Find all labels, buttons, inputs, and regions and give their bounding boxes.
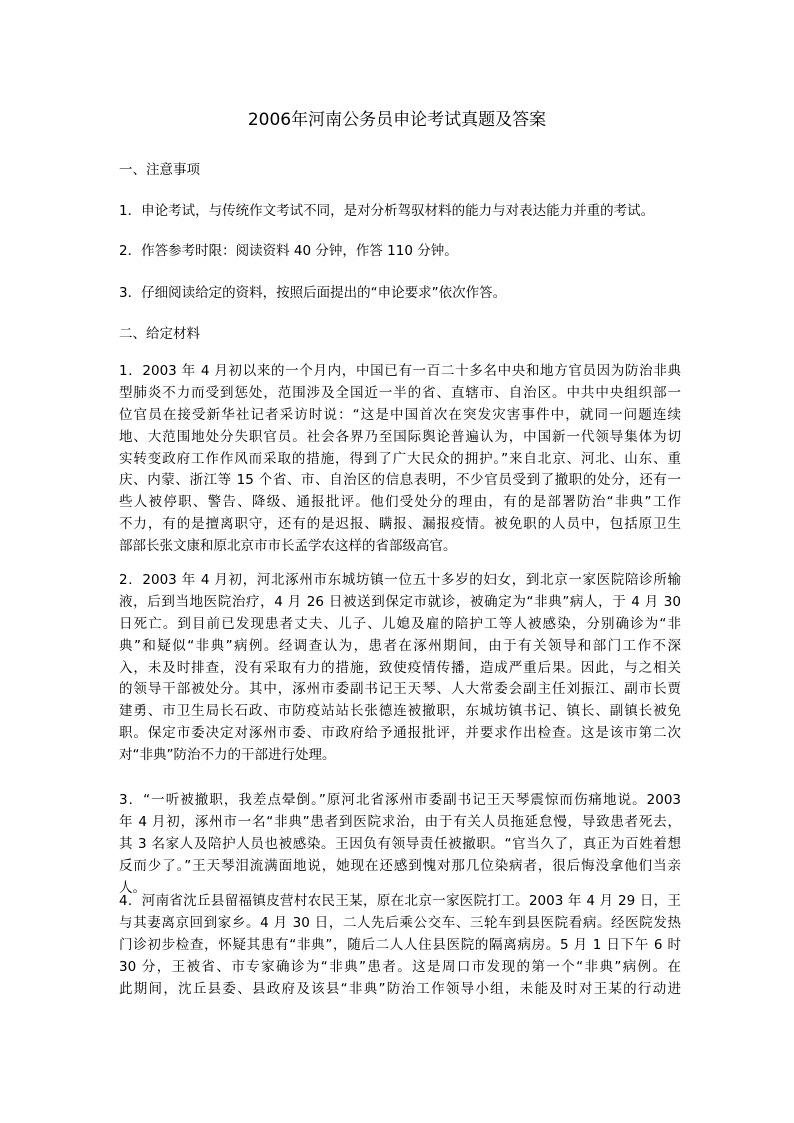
paragraph-line: 对“非典”防治不力的干部进行处理。: [119, 747, 336, 764]
paragraph-line: 地、大范围地处分失职官员。社会各界乃至国际舆论普遍认为，中国新一代领导集体为切: [119, 428, 681, 445]
paragraph-line: 职。保定市委决定对涿州市委、市政府给予通报批评，并要求作出检查。这是该市第二次: [119, 725, 681, 742]
paragraph-line: 此期间，沈丘县委、县政府及该县“非典”防治工作领导小组，未能及时对王某的行动进: [119, 980, 681, 997]
note-item: 1．申论考试，与传统作文考试不同，是对分析驾驭材料的能力与对表达能力并重的考试。: [119, 203, 655, 219]
paragraph-line: 反而少了。”王天琴泪流满面地说，她现在还感到愧对那几位染病者，很后悔没拿他们当亲: [119, 857, 681, 874]
paragraph-line: 门诊初步检查，怀疑其患有“非典”，随后二人人住县医院的隔离病房。5 月 1 日下午 6 时: [119, 936, 681, 953]
paragraph-line: 的领导干部被处分。其中，涿州市委副书记王天琴、人大常委会副主任刘振江、副市长贾: [119, 681, 681, 698]
paragraph-line: 人。: [119, 879, 146, 896]
paragraph-line: 1．2003 年 4 月初以来的一个月内，中国已有一百二十多名中央和地方官员因为防治非典: [119, 363, 681, 379]
paragraph-line: 庆、内蒙、浙江等 15 个省、市、自治区的信息表明，不少官员受到了撤职的处分，还有一: [119, 472, 681, 489]
paragraph-line: 年 4 月初，涿州市一名“非典”患者到医院求治，由于有关人员拖延怠慢，导致患者死去，: [119, 813, 681, 830]
material-paragraph-4: [119, 891, 681, 1000]
paragraph-line: 与其妻离京回到家乡。4 月 30 日，二人先后乘公交车、三轮车到县医院看病。经医院发热: [119, 914, 681, 931]
paragraph-line: 不力，有的是擅离职守，还有的是迟报、瞒报、漏报疫情。被免职的人员中，包括原卫生: [119, 516, 681, 533]
section-heading-notes: 一、注意事项: [119, 162, 200, 178]
paragraph-line: 液，后到当地医院治疗，4 月 26 日被送到保定市就诊，被确定为“非典”病人，于 4 月 30: [119, 593, 681, 610]
paragraph-line: 入，未及时排查，没有采取有力的措施，致使疫情传播，造成严重后果。因此，与之相关: [119, 659, 681, 676]
material-paragraph-3: [119, 790, 681, 899]
paragraph-line: 实转变政府工作作风而采取的措施，得到了广大民众的拥护。”来自北京、河北、山东、重: [119, 450, 681, 467]
note-item: 3．仔细阅读给定的资料，按照后面提出的“申论要求”依次作答。: [119, 285, 507, 301]
material-paragraph-1: [119, 361, 681, 558]
note-item: 2．作答参考时限：阅读资料 40 分钟，作答 110 分钟。: [119, 243, 458, 259]
paragraph-line: 部部长张文康和原北京市市长孟学农这样的省部级高官。: [119, 538, 457, 555]
document-title: 2006年河南公务员申论考试真题及答案: [247, 110, 547, 130]
paragraph-line: 型肺炎不力而受到惩处，范围涉及全国近一半的省、直辖市、自治区。中共中央组织部一: [119, 384, 681, 401]
paragraph-line: 4．河南省沈丘县留福镇皮营村农民王某，原在北京一家医院打工。2003 年 4 月 29 日，王: [119, 893, 681, 909]
paragraph-line: 建勇、市卫生局长石政、市防疫站站长张德连被撤职，东城坊镇书记、镇长、副镇长被免: [119, 703, 681, 720]
material-paragraph-2: [119, 570, 681, 767]
section-heading-materials: 二、给定材料: [119, 326, 200, 342]
paragraph-line: 日死亡。到目前已发现患者丈夫、儿子、儿媳及雇的陪护工等人被感染，分别确诊为“非: [119, 615, 681, 632]
paragraph-line: 2．2003 年 4 月初，河北涿州市东城坊镇一位五十多岁的妇女，到北京一家医院陪诊所输: [119, 572, 681, 588]
paragraph-line: 其 3 名家人及陪护人员也被感染。王因负有领导责任被撤职。“官当久了，真正为百姓着想: [119, 835, 681, 852]
paragraph-line: 些人被停职、警告、降级、通报批评。他们受处分的理由，有的是部署防治“非典”工作: [119, 494, 681, 511]
paragraph-line: 30 分，王被省、市专家确诊为“非典”患者。这是周口市发现的第一个“非典”病例。在: [119, 958, 681, 975]
paragraph-line: 典”和疑似“非典”病例。经调查认为，患者在涿州期间，由于有关领导和部门工作不深: [119, 637, 681, 654]
paragraph-line: 位官员在接受新华社记者采访时说：“这是中国首次在突发灾害事件中，就同一问题连续: [119, 406, 681, 423]
paragraph-line: 3．“一听被撤职，我差点晕倒。”原河北省涿州市委副书记王天琴震惊而伤痛地说。2003: [119, 792, 681, 808]
